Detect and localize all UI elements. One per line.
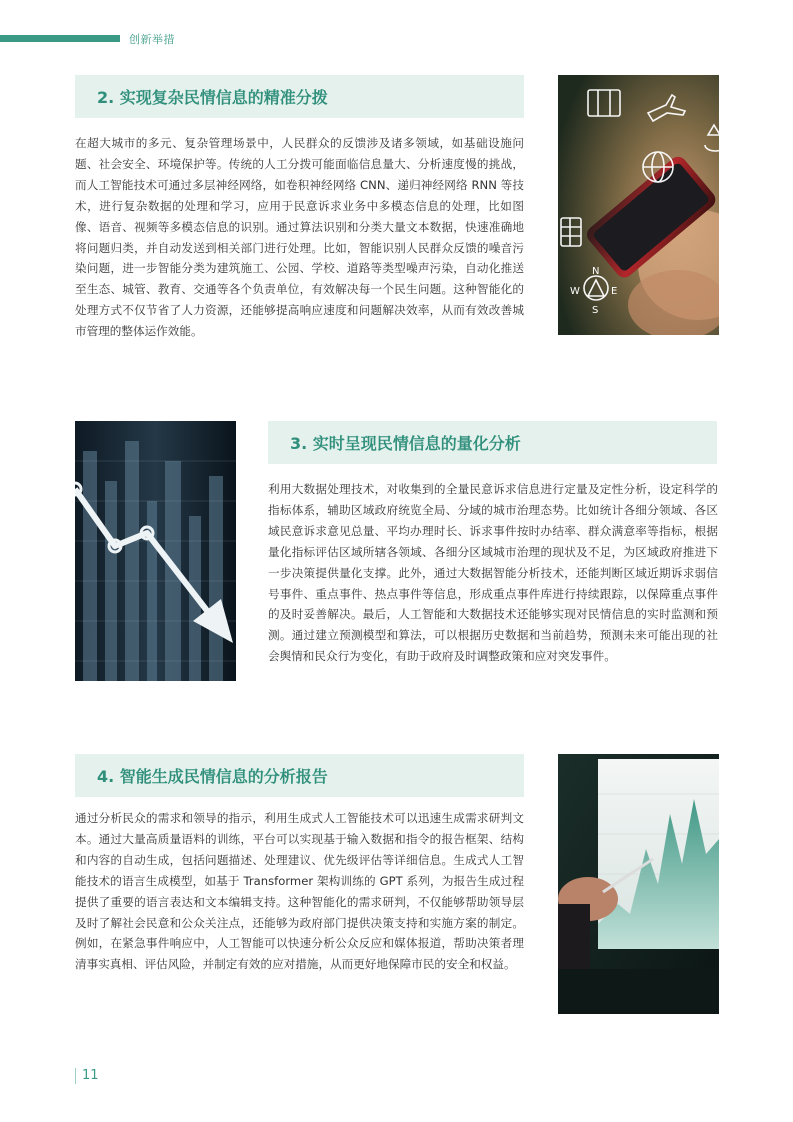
section-2-body: 在超大城市的多元、复杂管理场景中，人民群众的反馈涉及诸多领域，如基础设施问题、社会安全、环境保护等。传统的人工分拨可能面临信息量大、分析速度慢的挑战，而人工智能技术可通过多层神经网络，如卷积神经网络 CNN、递归神经网络 RNN 等技术，进行复杂数据的处理和学习，应用于民意诉求业务中多模态信息的处理，比如图像、语音、视频等多模态信息的识别。通过算法识别和分类大量文本数据，快速准确地将问题归类，并自动发送到相关部门进行处理。比如，智能识别人民群众反馈的噪音污染问题，进一步智能分类为建筑施工、公园、学校、道路等类型噪声污染，自动化推送至生态、城管、教育、交通等各个负责单位，有效解决每一个民生问题。这种智能化的处理方式不仅节省了人力资源，还能够提高响应速度和问题解决效率，从而有效改善城市管理的整体运作效能。 — [75, 136, 524, 339]
compass-s-label: S — [592, 305, 599, 316]
page-number: 11 — [82, 1068, 99, 1083]
declining-chart-photo — [75, 421, 236, 681]
section-2-heading — [75, 75, 524, 118]
section-4-heading — [75, 754, 524, 797]
section-3-body: 利用大数据处理技术，对收集到的全量民意诉求信息进行定量及定性分析，设定科学的指标体系，辅助区域政府统览全局、分域的城市治理态势。比如统计各细分领域、各区域民意诉求意见总量、平均办理时长、诉求事件按时办结率、群众满意率等指标，根据量化指标评估区域所辖各领域、各细分区域城市治理的现状及不足，为区域政府推进下一步决策提供量化支撑。此外，通过大数据智能分析技术，还能判断区域近期诉求弱信号事件、重点事件、热点事件等信息，形成重点事件库进行持续跟踪，以保障重点事件的及时妥善解决。最后，人工智能和大数据技术还能够实现对民情信息的实时监测和预测。通过建立预测模型和算法，可以根据历史数据和当前趋势，预测未来可能出现的社会舆情和民众行为变化，有助于政府及时调整政策和应对突发事件。 — [268, 482, 718, 664]
section-tag: 创新举措 — [129, 33, 175, 46]
analytics-illustration — [558, 754, 719, 1014]
header-accent-bar — [0, 35, 120, 42]
smartphone-illustration — [558, 75, 719, 335]
section-3-heading — [268, 421, 717, 464]
page-number-divider — [75, 1068, 76, 1084]
compass-e-label: E — [611, 286, 618, 297]
section-2-title: 2. 实现复杂民情信息的精准分拨 — [97, 88, 328, 107]
downtrend-illustration — [75, 421, 236, 681]
section-3-title: 3. 实时呈现民情信息的量化分析 — [290, 434, 521, 453]
compass-w-label: W — [570, 286, 580, 297]
section-4-body: 通过分析民众的需求和领导的指示，利用生成式人工智能技术可以迅速生成需求研判文本。通过大量高质量语料的训练，平台可以实现基于输入数据和指令的报告框架、结构和内容的自动生成，包括问题描述、处理建议、优先级评估等详细信息。生成式人工智能技术的语言生成模型，如基于 Transformer 架构训练的 GPT 系列，为报告生成过程提供了重要的语言表达和文本编辑支持。这种智能化的需求研判，不仅能够帮助领导层及时了解社会民意和公众关注点，还能够为政府部门提供决策支持和实施方案的制定。例如，在紧急事件响应中，人工智能可以快速分析公众反应和媒体报道，帮助决策者理清事实真相、评估风险，并制定有效的应对措施，从而更好地保障市民的安全和权益。 — [75, 811, 524, 972]
smartphone-icons-photo — [558, 75, 719, 335]
section-4-title: 4. 智能生成民情信息的分析报告 — [97, 767, 328, 786]
analytics-screen-photo — [558, 754, 719, 1014]
compass-n-label: N — [592, 266, 600, 277]
